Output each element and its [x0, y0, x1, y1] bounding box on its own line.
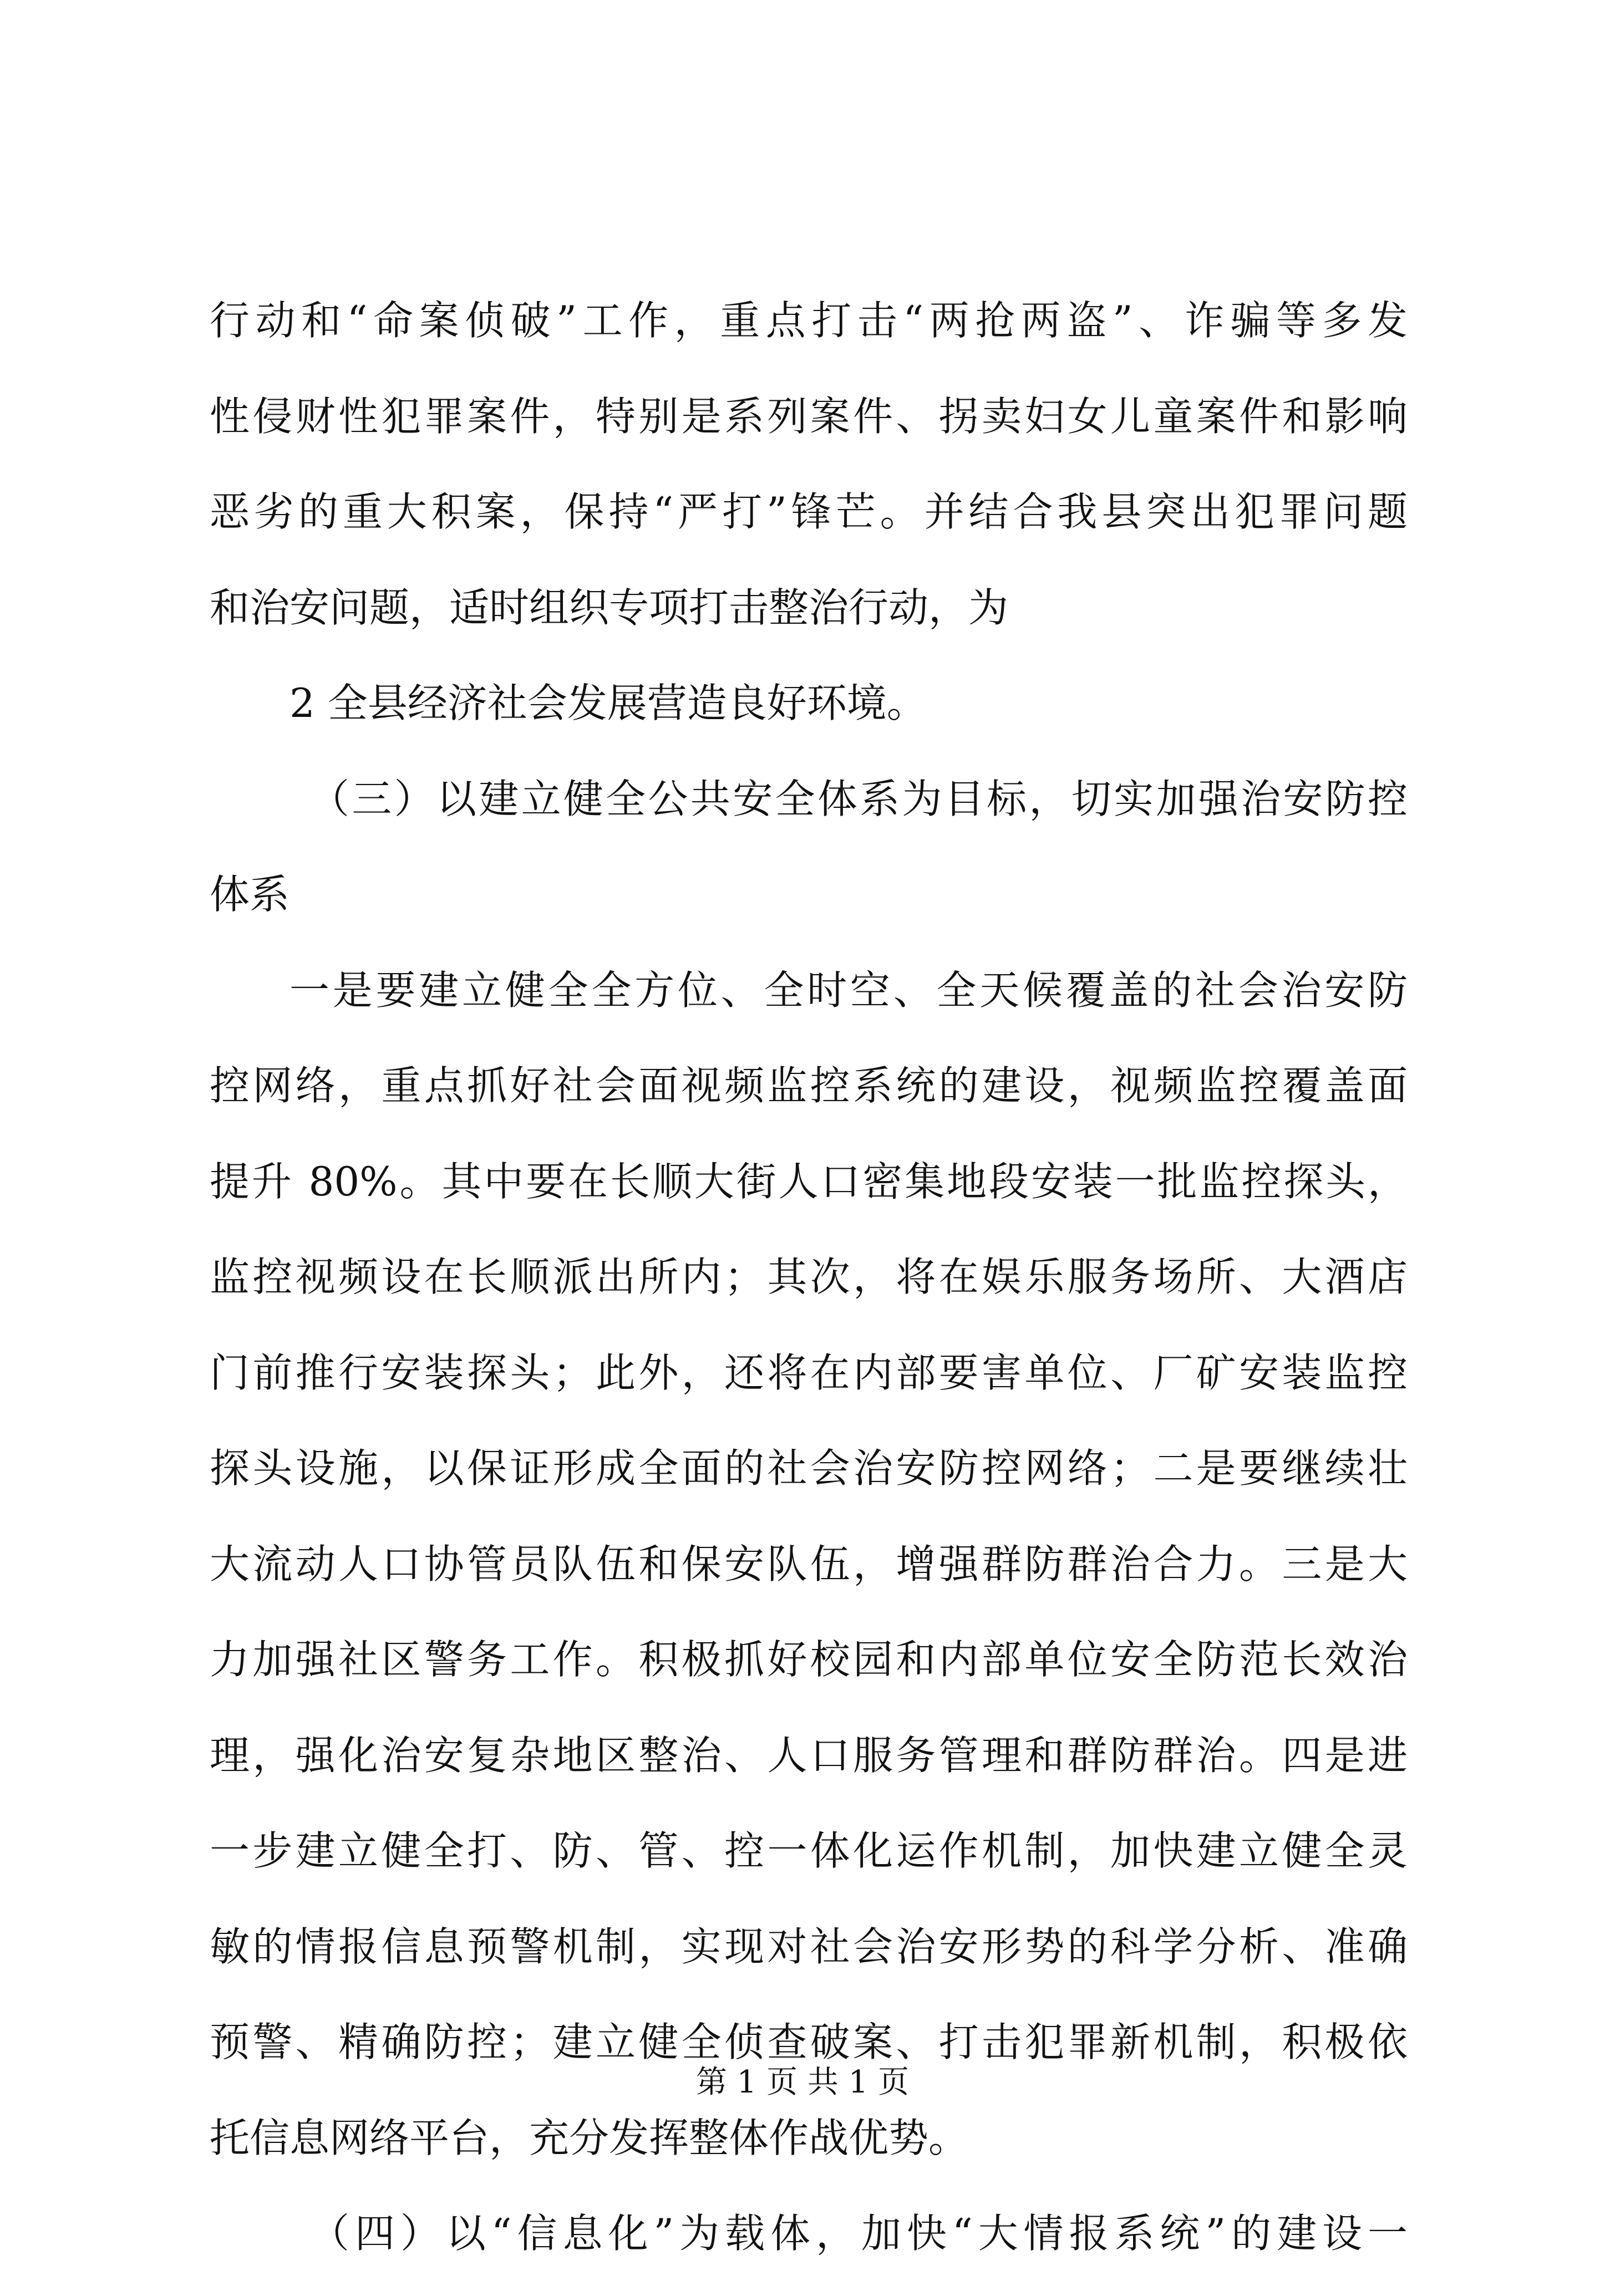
- page-footer: 第 1 页 共 1 页: [695, 2064, 910, 2100]
- text-line: 监控视频设在长顺派出所内；其次，将在娱乐服务场所、大酒店: [210, 1254, 1408, 1300]
- section-heading-continued: 体系: [210, 871, 290, 918]
- text-line: 一是要建立健全全方位、全时空、全天候覆盖的社会治安防: [289, 966, 1408, 1014]
- text-line: 敏的情报信息预警机制，实现对社会治安形势的科学分析、准确: [210, 1923, 1408, 1970]
- text-line: 探头设施，以保证形成全面的社会治安防控网络；二是要继续壮: [210, 1445, 1408, 1491]
- text-line: 性侵财性犯罪案件，特别是系列案件、拐卖妇女儿童案件和影响: [210, 393, 1408, 440]
- text-line: 2 全县经济社会发展营造良好环境。: [289, 680, 927, 726]
- text-line: 力加强社区警务工作。积极抓好校园和内部单位安全防范长效治: [210, 1636, 1408, 1683]
- text-line: 托信息网络平台，充分发挥整体作战优势。: [210, 2114, 969, 2161]
- document-body: [210, 287, 1408, 2296]
- text-line: 控网络，重点抓好社会面视频监控系统的建设，视频监控覆盖面: [210, 1062, 1408, 1109]
- text-line: 预警、精确防控；建立健全侦查破案、打击犯罪新机制，积极依: [210, 2019, 1408, 2065]
- text-line: 和治安问题，适时组织专项打击整治行动，为: [210, 584, 1009, 631]
- text-line: 大流动人口协管员队伍和保安队伍，增强群防群治合力。三是大: [210, 1540, 1408, 1587]
- text-line: 恶劣的重大积案，保持“严打”锋芒。并结合我县突出犯罪问题: [210, 488, 1408, 535]
- section-heading: （三）以建立健全公共安全体系为目标，切实加强治安防控: [309, 775, 1408, 822]
- text-line: 理，强化治安复杂地区整治、人口服务管理和群防群治。四是进: [210, 1732, 1408, 1779]
- text-line: 一步建立健全打、防、管、控一体化运作机制，加快建立健全灵: [210, 1827, 1408, 1874]
- text-line: 提升 80%。其中要在长顺大街人口密集地段安装一批监控探头，: [210, 1158, 1408, 1205]
- text-line: 门前推行安装探头；此外，还将在内部要害单位、厂矿安装监控: [210, 1349, 1408, 1396]
- section-heading: （四）以“信息化”为载体，加快“大情报系统”的建设一: [309, 2210, 1408, 2257]
- text-line: 行动和“命案侦破”工作，重点打击“两抢两盗”、诈骗等多发: [210, 297, 1408, 344]
